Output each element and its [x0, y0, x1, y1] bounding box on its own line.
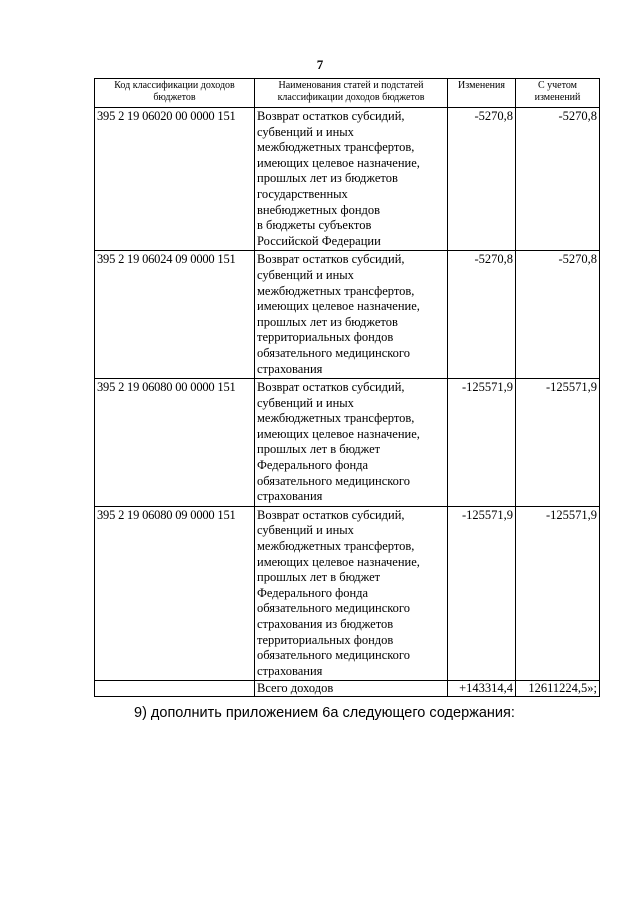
- row-change: -125571,9: [448, 379, 516, 507]
- row-name-line: страхования: [257, 361, 323, 376]
- row-name-line: прошлых лет из бюджетов: [257, 314, 398, 329]
- row-name: [255, 379, 448, 507]
- table-row: [95, 506, 600, 681]
- table-row: [95, 251, 600, 379]
- row-name-line: имеющих целевое назначение,: [257, 299, 420, 314]
- row-name-line: обязательного медицинского: [257, 473, 411, 488]
- row-name-line: межбюджетных трансфертов,: [257, 283, 415, 298]
- row-name-line: прошлых лет в бюджет: [257, 570, 381, 585]
- row-name-line: внебюджетных фондов: [257, 202, 381, 217]
- row-name-line: межбюджетных трансфертов,: [257, 411, 415, 426]
- row-name-line: территориальных фондов: [257, 632, 394, 647]
- row-name-line: обязательного медицинского: [257, 601, 411, 616]
- row-code: 395 2 19 06020 00 0000 151: [95, 108, 255, 251]
- row-with-change: -5270,8: [516, 108, 600, 251]
- row-name-line: страхования: [257, 489, 323, 504]
- row-name-line: Возврат остатков субсидий,: [257, 252, 405, 267]
- row-name-line: субвенций и иных: [257, 267, 354, 282]
- row-name-line: межбюджетных трансфертов,: [257, 539, 415, 554]
- total-change: +143314,4: [448, 681, 516, 697]
- total-label: Всего доходов: [255, 681, 448, 697]
- row-code: 395 2 19 06080 09 0000 151: [95, 506, 255, 681]
- header-code: Код классификации доходов бюджетов: [95, 79, 255, 108]
- row-name-line: обязательного медицинского: [257, 648, 411, 663]
- row-name: [255, 506, 448, 681]
- header-change: Изменения: [448, 79, 516, 108]
- table-header-row: [95, 79, 600, 108]
- row-with-change: -125571,9: [516, 506, 600, 681]
- row-code: 395 2 19 06024 09 0000 151: [95, 251, 255, 379]
- row-name: [255, 251, 448, 379]
- row-with-change: -125571,9: [516, 379, 600, 507]
- row-name-line: обязательного медицинского: [257, 345, 411, 360]
- row-change: -5270,8: [448, 251, 516, 379]
- header-with-change: С учетом изменений: [516, 79, 600, 108]
- header-name: Наименования статей и подстатей классификации доходов бюджетов: [255, 79, 448, 108]
- row-name-line: имеющих целевое назначение,: [257, 554, 420, 569]
- row-name-line: страхования: [257, 663, 323, 678]
- row-with-change: -5270,8: [516, 251, 600, 379]
- row-name-line: субвенций и иных: [257, 523, 354, 538]
- table-row: [95, 108, 600, 251]
- row-name-line: Российской Федерации: [257, 233, 381, 248]
- row-name-line: прошлых лет в бюджет: [257, 442, 381, 457]
- row-name-line: Возврат остатков субсидий,: [257, 507, 405, 522]
- row-code: 395 2 19 06080 00 0000 151: [95, 379, 255, 507]
- row-name: [255, 108, 448, 251]
- row-name-line: государственных: [257, 186, 348, 201]
- row-name-line: Федерального фонда: [257, 458, 369, 473]
- row-name-line: имеющих целевое назначение,: [257, 155, 420, 170]
- row-change: -5270,8: [448, 108, 516, 251]
- row-name-line: межбюджетных трансфертов,: [257, 140, 415, 155]
- row-name-line: территориальных фондов: [257, 330, 394, 345]
- row-name-line: прошлых лет из бюджетов: [257, 171, 398, 186]
- total-row: [95, 681, 600, 697]
- row-name-line: Федерального фонда: [257, 585, 369, 600]
- page-number: 7: [316, 57, 324, 72]
- table-row: [95, 379, 600, 507]
- row-name-line: имеющих целевое назначение,: [257, 426, 420, 441]
- row-name-line: страхования из бюджетов: [257, 617, 394, 631]
- total-with-change: 12611224,5»;: [516, 681, 600, 697]
- row-name-line: в бюджеты субъектов: [257, 218, 372, 233]
- row-name-line: Возврат остатков субсидий,: [257, 380, 405, 395]
- row-change: -125571,9: [448, 506, 516, 681]
- instruction-text: 9) дополнить приложением 6а следующего содержания:: [134, 705, 515, 721]
- total-code: [95, 681, 255, 697]
- row-name-line: субвенций и иных: [257, 124, 354, 139]
- row-name-line: субвенций и иных: [257, 395, 354, 410]
- budget-revenue-table: [94, 78, 600, 697]
- row-name-line: Возврат остатков субсидий,: [257, 109, 405, 123]
